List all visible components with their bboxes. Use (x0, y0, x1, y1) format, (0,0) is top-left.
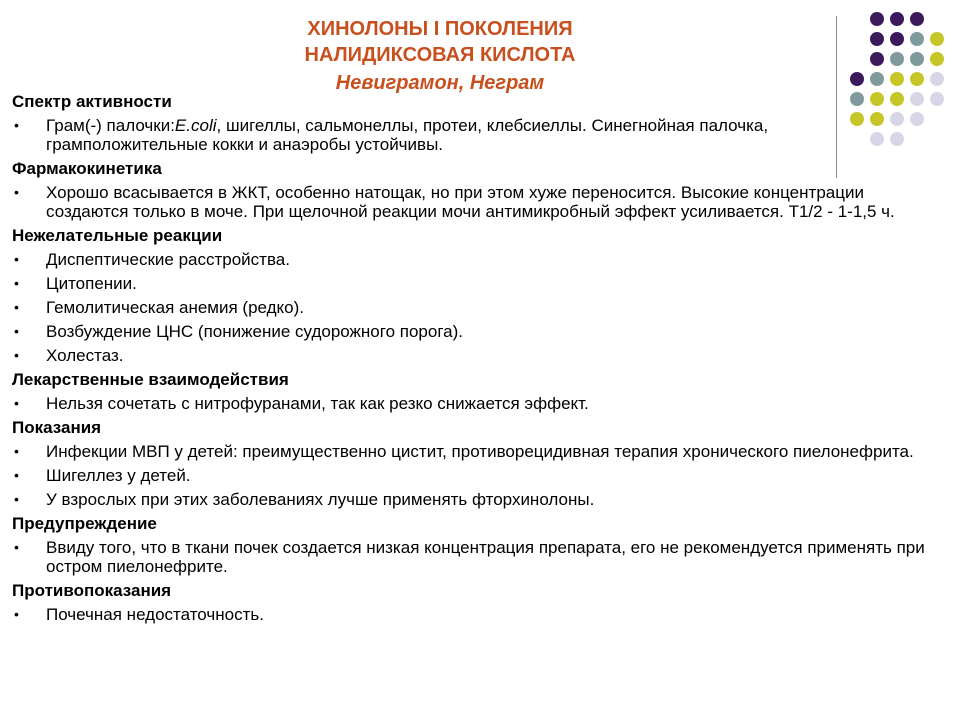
section-heading: Фармакокинетика (12, 159, 162, 178)
list-item (12, 274, 932, 293)
decorative-dot (890, 52, 904, 66)
section-heading: Противопоказания (12, 581, 172, 600)
list-item (12, 346, 932, 365)
list-item-text: У взрослых при этих заболеваниях лучше применять фторхинолоны. (46, 490, 595, 509)
list-item-text: Хорошо всасывается в ЖКТ, особенно натощак, но при этом хуже переносится. Высокие концентрации создаются только в моче. При щелочной реакции мочи антимикробный эффект усиливается. Т1/2 - 1-1,5 ч. (46, 183, 895, 221)
bullet-icon: • (14, 395, 19, 411)
section-heading: Лекарственные взаимодействия (12, 370, 289, 389)
list-item-text: Инфекции МВП у детей: преимущественно цистит, противорецидивная терапия хронического пиелонефрита. (46, 442, 914, 461)
title-line-1: ХИНОЛОНЫ I ПОКОЛЕНИЯ (307, 18, 573, 40)
list-item (12, 394, 932, 413)
list-item-text: Холестаз. (46, 346, 124, 365)
decorative-dot (870, 52, 884, 66)
bullet-icon: • (14, 323, 19, 339)
list-item (12, 322, 932, 341)
list-item-text: Ввиду того, что в ткани почек создается низкая концентрация препарата, его не рекомендуется применять при остром пиелонефрите. (46, 538, 925, 576)
bullet-icon: • (14, 491, 19, 507)
decorative-dot (870, 32, 884, 46)
section-heading: Нежелательные реакции (12, 226, 223, 245)
section-heading: Спектр активности (12, 92, 172, 111)
list-item (12, 490, 932, 509)
decorative-dot (930, 52, 944, 66)
bullet-icon: • (14, 275, 19, 291)
bullet-icon: • (14, 251, 19, 267)
list-item (12, 183, 932, 221)
list-item-text: Почечная недостаточность. (46, 605, 264, 624)
bullet-icon: • (14, 184, 19, 200)
list-item-text: Гемолитическая анемия (редко). (46, 298, 304, 317)
decorative-dot (870, 12, 884, 26)
list-item-text: Возбуждение ЦНС (понижение судорожного порога). (46, 322, 463, 341)
list-item (12, 250, 932, 269)
bullet-icon: • (14, 299, 19, 315)
decorative-dot (930, 32, 944, 46)
list-item (12, 605, 932, 624)
decorative-dot (910, 12, 924, 26)
decorative-dot (930, 92, 944, 106)
section-heading: Показания (12, 418, 102, 437)
organism-name: E.coli (174, 116, 217, 135)
list-item-text: , шигеллы, сальмонеллы, протеи, клебсиеллы. Синегнойная палочка, грамположительные кокки и анаэробы устойчивы. (46, 116, 769, 154)
list-item (12, 298, 932, 317)
decorative-dot (890, 12, 904, 26)
list-item-text: Цитопении. (46, 274, 137, 293)
bullet-icon: • (14, 347, 19, 363)
section-heading: Предупреждение (12, 514, 157, 533)
list-item (12, 116, 932, 154)
title-line-3: Невиграмон, Неграм (335, 72, 545, 94)
decorative-dot (910, 52, 924, 66)
decorative-dot (870, 72, 884, 86)
list-item-text: Шигеллез у детей. (46, 466, 191, 485)
decorative-dot (890, 32, 904, 46)
decorative-dot (850, 72, 864, 86)
title-line-2: НАЛИДИКСОВАЯ КИСЛОТА (304, 44, 576, 66)
list-item-text: Нельзя сочетать с нитрофуранами, так как резко снижается эффект. (46, 394, 589, 413)
bullet-icon: • (14, 539, 19, 555)
bullet-icon: • (14, 606, 19, 622)
list-item (12, 442, 932, 461)
list-item-text: Грам(-) палочки: (46, 116, 175, 135)
slide-content (12, 92, 932, 629)
slide-title (250, 16, 630, 96)
list-item-text: Диспептические расстройства. (46, 250, 290, 269)
bullet-icon: • (14, 117, 19, 133)
decorative-dot (910, 72, 924, 86)
bullet-icon: • (14, 467, 19, 483)
list-item (12, 466, 932, 485)
decorative-dot (910, 32, 924, 46)
bullet-icon: • (14, 443, 19, 459)
decorative-dot (930, 72, 944, 86)
decorative-dot (890, 72, 904, 86)
list-item (12, 538, 932, 576)
